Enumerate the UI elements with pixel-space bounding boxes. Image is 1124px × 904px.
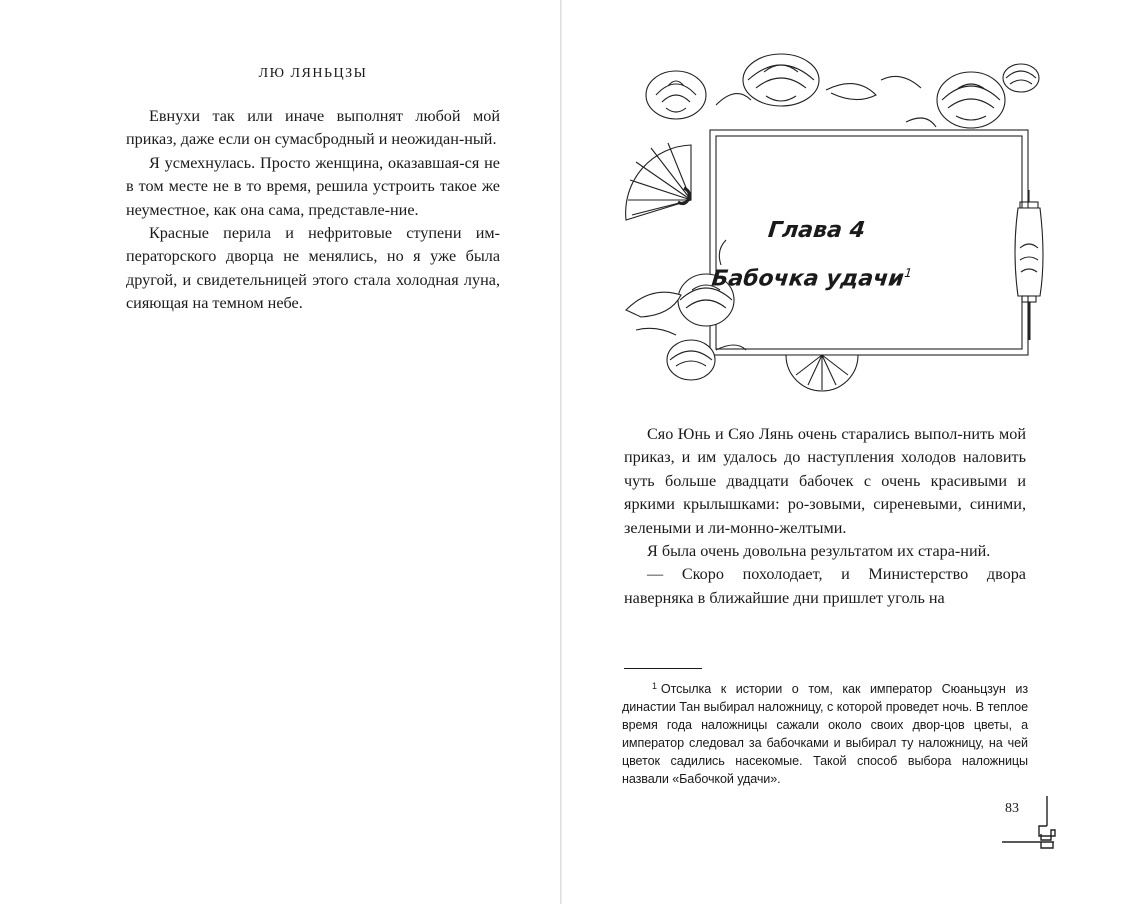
footnote-reference: 1 xyxy=(903,266,913,280)
paragraph: Сяо Юнь и Сяо Лянь очень старались выпол-нить мой приказ, и им удалось до наступления холодов наловить чуть больше двадцати бабочек с очень красивыми и яркими крылышками: ро-зовыми, сиреневыми, синими, зелеными и ли-монно-желтыми. xyxy=(624,425,1026,537)
paragraph: — Скоро похолодает, и Министерство двора наверняка в ближайшие дни пришлет уголь на xyxy=(624,565,1026,607)
right-body-text xyxy=(624,423,1026,610)
left-body-text xyxy=(126,105,500,316)
footnote xyxy=(622,677,1028,788)
right-page xyxy=(562,0,1124,904)
page-number: 83 xyxy=(1005,801,1019,816)
paragraph: Я усмехнулась. Просто женщина, оказавшая-ся не в том месте не в то время, решила устроить такое же неуместное, как она сама, представле-ние. xyxy=(126,153,500,219)
footnote-mark: 1 xyxy=(652,681,657,691)
paragraph: Евнухи так или иначе выполнят любой мой приказ, даже если он сумасбродный и неожидан-ный. xyxy=(126,107,500,149)
chapter-name: Бабочка удачи$^1$ xyxy=(710,266,913,292)
fan-illustration xyxy=(626,143,691,220)
footnote-text: Отсылка к истории о том, как император Сюаньцзун из династии Тан выбирал наложницу, с которой проведет ночь. В теплое время года наложницы сажали около своих двор-цов цветы, а император следовал за бабочками и выбирал ту наложницу, на чей цветок садились насекомые. Такой способ выбора наложницы назвали «Бабочкой удачи». xyxy=(622,682,1028,786)
paragraph: Я была очень довольна результатом их стара-ний. xyxy=(647,542,991,561)
paragraph: Красные перила и нефритовые ступени им-ператорского дворца не менялись, но я уже была другой, и свидетельницей этого стала холодная луна, сияющая на темном небе. xyxy=(126,224,500,313)
chapter-number: Глава 4 xyxy=(766,218,867,243)
footnote-separator xyxy=(624,668,702,669)
fan-bottom-illustration xyxy=(786,355,858,391)
chapter-title xyxy=(691,210,936,300)
running-head: ЛЮ ЛЯНЬЦЗЫ xyxy=(258,66,368,81)
peony-illustration xyxy=(646,54,1039,128)
left-page xyxy=(0,0,560,904)
